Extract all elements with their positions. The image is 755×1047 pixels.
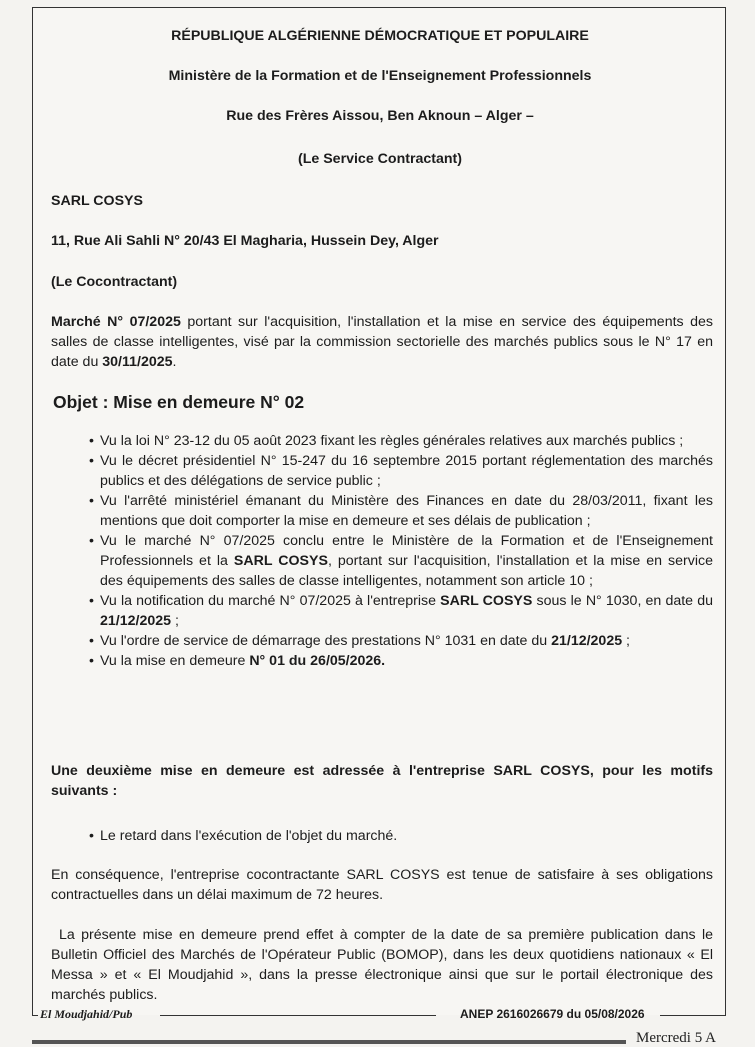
marche-label: Marché N° 07/2025 (51, 314, 181, 330)
vu-item (89, 451, 713, 491)
vu-bold: SARL COSYS (440, 593, 533, 609)
motifs-intro: Une deuxième mise en demeure est adressée à l'entreprise SARL COSYS, pour les motifs suivants : (51, 763, 713, 799)
vu-bold: N° 01 du 26/05/2026. (249, 653, 386, 669)
footer-anep: ANEP 2616026679 du 05/08/2026 (460, 1007, 645, 1021)
cocontractant-name: SARL COSYS (51, 193, 143, 209)
objet-heading: Objet : Mise en demeure N° 02 (53, 392, 305, 412)
vu-list (89, 431, 713, 671)
marche-text: portant sur l'acquisition, l'installation et la mise en service des équipements des salles de classe intelligentes, visé par la commission sectorielle des marchés publics sous le N° 17 en date du (51, 314, 713, 370)
header-address: Rue des Frères Aissou, Ben Aknoun – Alger – (226, 108, 534, 124)
vu-item (89, 431, 713, 451)
vu-bold: 21/12/2025 (551, 633, 623, 649)
footer-source: El Moudjahid/Pub (40, 1007, 133, 1021)
marche-date: 30/11/2025 (102, 354, 173, 370)
vu-text: ; (171, 613, 179, 629)
vu-text: ; (622, 633, 630, 649)
cocontractant-role: (Le Cocontractant) (51, 274, 178, 290)
vu-text: , portant sur l'acquisition, l'installation et la mise en service des équipements des salles de classe intelligentes, notamment son article 10 ; (100, 553, 713, 589)
header-republic: RÉPUBLIQUE ALGÉRIENNE DÉMOCRATIQUE ET POPULAIRE (171, 28, 589, 44)
vu-bold: 21/12/2025 (100, 613, 172, 629)
header-role: (Le Service Contractant) (298, 151, 462, 167)
vu-item (89, 531, 713, 591)
vu-text: Vu la mise en demeure (100, 653, 250, 669)
motif-text: Le retard dans l'exécution de l'objet du marché. (100, 828, 398, 844)
page-date: Mercredi 5 A (636, 1030, 716, 1046)
motifs-list (89, 826, 713, 846)
vu-text: Vu le décret présidentiel N° 15-247 du 16 septembre 2015 portant réglementation des marchés publics et des délégations de service public ; (100, 453, 713, 489)
vu-item (89, 491, 713, 531)
vu-item (89, 591, 713, 631)
vu-text: Vu la loi N° 23-12 du 05 août 2023 fixant les règles générales relatives aux marchés publics ; (100, 433, 684, 449)
effet-paragraph: La présente mise en demeure prend effet à compter de la date de sa première publication dans le Bulletin Officiel des Marchés de l'Opérateur Public (BOMOP), dans les deux quotidiens nationaux « El Messa » et « El Moudjahid », dans la presse électronique ainsi que sur le portail électronique des marchés publics. (51, 927, 713, 1003)
vu-text: Vu le marché N° 07/2025 conclu entre le Ministère de la Formation et de l'Enseignement Professionnels et la (100, 533, 713, 569)
cocontractant-address: 11, Rue Ali Sahli N° 20/43 El Magharia, Hussein Dey, Alger (51, 233, 439, 249)
vu-text: Vu la notification du marché N° 07/2025 à l'entreprise (100, 593, 441, 609)
footer-rule-right (660, 1015, 726, 1016)
footer-rule-left (32, 1015, 38, 1016)
motif-item (89, 826, 713, 846)
marche-paragraph (51, 312, 713, 372)
marche-end: . (172, 354, 177, 370)
footer-rule-mid (160, 1015, 436, 1016)
vu-item (89, 631, 713, 651)
consequence-paragraph: En conséquence, l'entreprise cocontractante SARL COSYS est tenue de satisfaire à ses obligations contractuelles dans un délai maximum de 72 heures. (51, 867, 713, 903)
vu-item (89, 651, 713, 671)
page-bottom-rule (32, 1040, 626, 1044)
vu-text: sous le N° 1030, en date du (532, 593, 714, 609)
vu-bold: SARL COSYS (233, 553, 328, 569)
header-ministry: Ministère de la Formation et de l'Enseignement Professionnels (168, 68, 592, 84)
vu-text: Vu l'ordre de service de démarrage des prestations N° 1031 en date du (100, 633, 552, 649)
vu-text: Vu l'arrêté ministériel émanant du Ministère des Finances en date du 28/03/2011, fixant les mentions que doit comporter la mise en demeure et ses délais de publication ; (100, 493, 713, 529)
public-notice (32, 7, 726, 1015)
